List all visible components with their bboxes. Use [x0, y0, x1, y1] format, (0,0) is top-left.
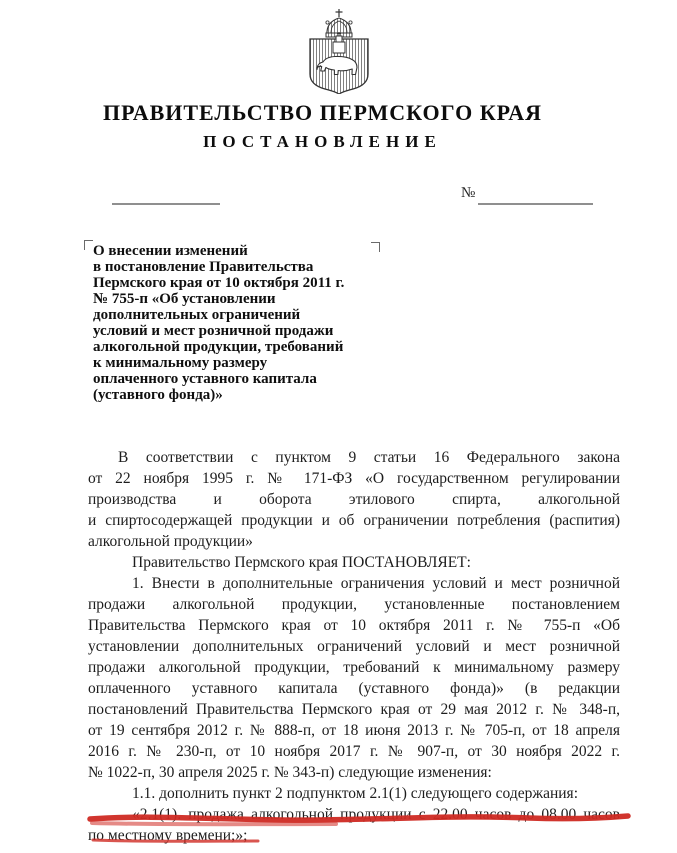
body-line: постановлений Правительства Пермского края от 29 мая 2012 г. № 348-п,	[88, 701, 620, 718]
perm-krai-coat-of-arms-icon	[300, 6, 378, 94]
body-line: алкогольной продукции»	[88, 533, 253, 550]
subject-line: № 755-п «Об установлении	[93, 291, 276, 307]
body-line: 2016 г. № 230-п, от 10 ноября 2017 г. № 907-п, от 30 ноября 2022 г.	[88, 743, 620, 760]
subject-line: условий и мест розничной продажи	[93, 323, 334, 339]
body-line: по местному времени;»;	[88, 827, 248, 844]
paragraph-item-1	[88, 573, 620, 783]
paragraph-resolves	[88, 552, 620, 573]
body-line: установлении дополнительных ограничений условий и мест розничной	[88, 638, 620, 655]
paragraph-preamble	[88, 447, 620, 552]
body-line: В соответствии с пунктом 9 статьи 16 Федерального закона	[118, 449, 620, 466]
subject-line: Пермского края от 10 октября 2011 г.	[93, 275, 345, 291]
body-line: 1. Внести в дополнительные ограничения условий и мест розничной	[132, 575, 620, 592]
body-line: от 19 сентября 2012 г. № 888-п, от 18 июня 2013 г. № 705-п, от 18 апреля	[88, 722, 620, 739]
body-line: 1.1. дополнить пункт 2 подпунктом 2.1(1) следующего содержания:	[132, 785, 578, 802]
subject-line: (уставного фонда)»	[93, 387, 223, 403]
body-line: Правительство Пермского края ПОСТАНОВЛЯЕТ:	[132, 554, 471, 571]
body-line: производства и оборота этилового спирта, алкогольной	[88, 491, 620, 508]
paragraph-new-subitem	[88, 804, 620, 846]
body-line: от 22 ноября 1995 г. № 171-ФЗ «О государственном регулировании	[88, 470, 620, 487]
document-body	[88, 447, 620, 846]
document-subject	[93, 243, 405, 403]
body-line: продажи алкогольной продукции, установленные постановлением	[88, 596, 620, 613]
body-line: и спиртосодержащей продукции и об ограничении потребления (распития)	[88, 512, 620, 529]
body-line: «2.1(1). продажа алкогольной продукции с 22.00 часов до 08.00 часов	[132, 806, 620, 823]
document-type-title: ПОСТАНОВЛЕНИЕ	[203, 132, 442, 151]
body-line: продажи алкогольной продукции, требований к минимальному размеру	[88, 659, 620, 676]
subject-line: дополнительных ограничений	[93, 307, 301, 323]
subject-line: в постановление Правительства	[93, 259, 314, 275]
body-line: оплаченного уставного капитала (уставного фонда)» (в редакции	[88, 680, 620, 697]
subject-line: оплаченного уставного капитала	[93, 371, 317, 387]
paragraph-item-1-1	[88, 783, 620, 804]
subject-line: алкогольной продукции, требований	[93, 339, 344, 355]
date-blank-line	[112, 203, 220, 205]
government-title: ПРАВИТЕЛЬСТВО ПЕРМСКОГО КРАЯ	[102, 100, 543, 125]
body-line: № 1022-п, 30 апреля 2025 г. № 343-п) следующие изменения:	[88, 764, 492, 781]
subject-line: О внесении изменений	[93, 243, 248, 259]
number-blank-line	[478, 203, 593, 205]
corner-mark-left	[84, 240, 93, 250]
number-sign: №	[461, 185, 476, 201]
subject-line: к минимальному размеру	[93, 355, 268, 371]
body-line: Правительства Пермского края от 10 октября 2011 г. № 755-п «Об	[88, 617, 620, 634]
